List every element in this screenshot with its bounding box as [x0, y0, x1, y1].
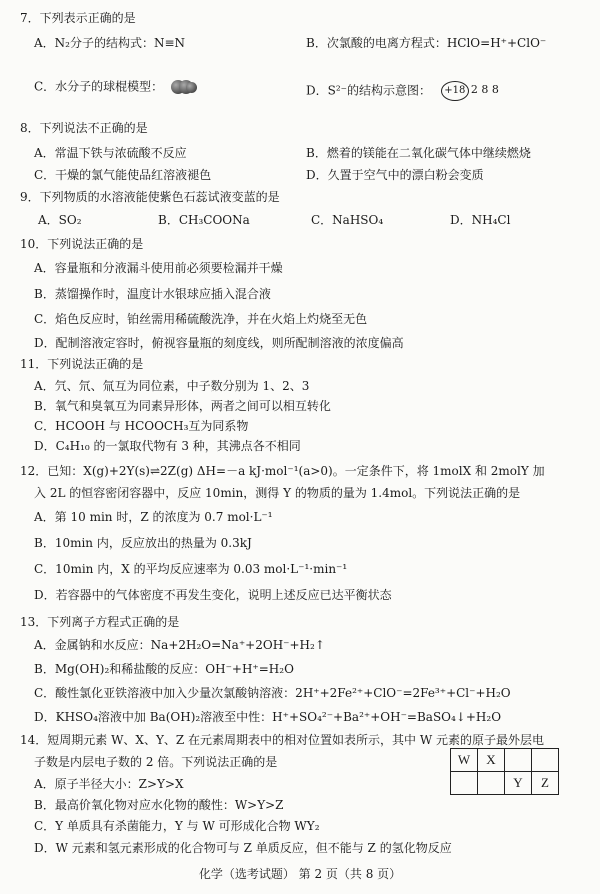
q7-option-d-label: D．S²⁻的结构示意图：: [306, 83, 431, 98]
q11-option-d: D．C₄H₁₀ 的一氯取代物有 3 种，其沸点各不相同: [34, 439, 301, 453]
cell-empty: [532, 749, 559, 772]
q10-option-c: C．焰色反应时，铂丝需用稀硫酸洗净，并在火焰上灼烧至无色: [34, 312, 368, 326]
q7-option-c-label: C．水分子的球棍模型：: [34, 79, 164, 94]
q9-option-b: B．CH₃COONa: [158, 213, 250, 227]
cell-z: Z: [532, 772, 559, 795]
q8-option-a: A．常温下铁与浓硫酸不反应: [34, 146, 187, 160]
q7-option-a: A．N₂分子的结构式：N≡N: [34, 36, 186, 50]
q9-option-a: A．SO₂: [38, 213, 82, 227]
q13-stem: 13．下列离子方程式正确的是: [20, 615, 180, 629]
q9-option-c: C．NaHSO₄: [311, 213, 384, 227]
cell-empty: [505, 749, 532, 772]
q11-option-c: C．HCOOH 与 HCOOCH₃互为同系物: [34, 419, 249, 433]
q9-option-d: D．NH₄Cl: [450, 213, 511, 227]
cell-empty: [451, 772, 478, 795]
q14-stem-line1: 14．短周期元素 W、X、Y、Z 在元素周期表中的相对位置如表所示，其中 W 元素的原子最外层电: [20, 733, 545, 747]
q14-option-a: A．原子半径大小：Z>Y>X: [34, 777, 184, 791]
q7-option-d: [306, 80, 499, 102]
water-ball-stick-model-icon: [171, 80, 197, 94]
q10-option-b: B．蒸馏操作时，温度计水银球应插入混合液: [34, 287, 271, 301]
q13-option-d: D．KHSO₄溶液中加 Ba(OH)₂溶液至中性：H⁺+SO₄²⁻+Ba²⁺+OH⁻=BaSO₄↓+H₂O: [34, 710, 502, 724]
q12-stem-line1: 12．已知：X(g)+2Y(s)⇌2Z(g) ΔH=－a kJ·mol⁻¹(a>0)。一定条件下，将 1molX 和 2molY 加: [20, 464, 545, 478]
q11-stem: 11．下列说法正确的是: [20, 357, 144, 371]
q10-option-a: A．容量瓶和分液漏斗使用前必须要检漏并干燥: [34, 261, 283, 275]
q10-stem: 10．下列说法正确的是: [20, 237, 144, 251]
q9-stem: 9．下列物质的水溶液能使紫色石蕊试液变蓝的是: [20, 190, 280, 204]
periodic-position-table: [450, 748, 559, 795]
q7-stem: 7．下列表示正确的是: [20, 11, 136, 25]
q8-option-d: D．久置于空气中的漂白粉会变质: [306, 168, 484, 182]
cell-w: W: [451, 749, 478, 772]
q7-option-c: [34, 80, 197, 94]
q12-option-d: D．若容器中的气体密度不再发生变化，说明上述反应已达平衡状态: [34, 588, 392, 602]
q8-stem: 8．下列说法不正确的是: [20, 121, 148, 135]
q11-option-a: A．氕、氘、氚互为同位素，中子数分别为 1、2、3: [34, 379, 310, 393]
nucleus-charge: +18: [441, 81, 469, 101]
electron-shells: 2 8 8: [470, 83, 499, 96]
q14-option-b: B．最高价氧化物对应水化物的酸性：W>Y>Z: [34, 798, 284, 812]
q13-option-a: A．金属钠和水反应：Na+2H₂O=Na⁺+2OH⁻+H₂↑: [34, 638, 325, 652]
sulfide-structure-diagram-icon: [441, 80, 499, 102]
q12-option-c: C．10min 内，X 的平均反应速率为 0.03 mol·L⁻¹·min⁻¹: [34, 562, 348, 576]
q7-option-b: B．次氯酸的电离方程式：HClO=H⁺+ClO⁻: [306, 36, 547, 50]
q12-stem-line2: 入 2L 的恒容密闭容器中，反应 10min，测得 Y 的物质的量为 1.4mol。下列说法正确的是: [34, 486, 521, 500]
q14-option-c: C．Y 单质具有杀菌能力，Y 与 W 可形成化合物 WY₂: [34, 819, 320, 833]
q14-stem-line2: 子数是内层电子数的 2 倍。下列说法正确的是: [34, 755, 278, 769]
cell-y: Y: [505, 772, 532, 795]
q13-option-c: C．酸性氯化亚铁溶液中加入少量次氯酸钠溶液：2H⁺+2Fe²⁺+ClO⁻=2Fe³⁺+Cl⁻+H₂O: [34, 686, 511, 700]
q8-option-c: C．干燥的氯气能使品红溶液褪色: [34, 168, 212, 182]
q12-option-b: B．10min 内，反应放出的热量为 0.3kJ: [34, 536, 252, 550]
q8-option-b: B．燃着的镁能在二氧化碳气体中继续燃烧: [306, 146, 531, 160]
q11-option-b: B．氧气和臭氧互为同素异形体，两者之间可以相互转化: [34, 399, 331, 413]
q14-option-d: D．W 元素和氢元素形成的化合物可与 Z 单质反应，但不能与 Z 的氢化物反应: [34, 841, 452, 855]
cell-empty: [478, 772, 505, 795]
q13-option-b: B．Mg(OH)₂和稀盐酸的反应：OH⁻+H⁺=H₂O: [34, 662, 294, 676]
q10-option-d: D．配制溶液定容时，俯视容量瓶的刻度线，则所配制溶液的浓度偏高: [34, 336, 404, 350]
cell-x: X: [478, 749, 505, 772]
q12-option-a: A．第 10 min 时，Z 的浓度为 0.7 mol·L⁻¹: [34, 510, 273, 524]
page-footer: 化学（选考试题） 第 2 页（共 8 页）: [198, 867, 402, 881]
